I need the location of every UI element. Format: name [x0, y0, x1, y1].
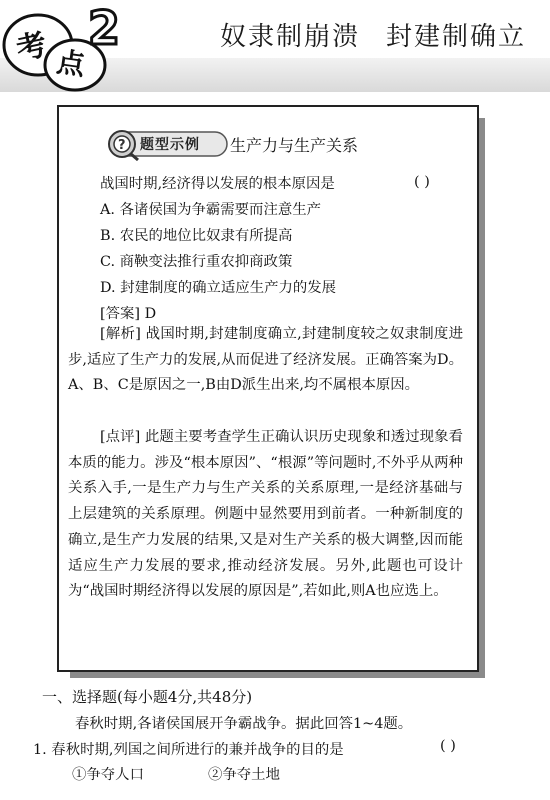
title-part-2: 封建制确立 — [386, 22, 527, 52]
badge-char-dian: 点 — [54, 45, 87, 82]
option-c: C. 商鞅变法推行重农抑商政策 — [100, 254, 293, 270]
option-d: D. 封建制度的确立适应生产力的发展 — [100, 280, 337, 296]
badge-char-kao: 考 — [13, 27, 51, 68]
comment-paragraph: [点评] 此题主要考查学生正确认识历史现象和透过现象看本质的能力。涉及“根本原因”、“根源”等问题时,不外乎从两种关系入手,一是生产力与生产关系的关系原理,一是经济基础与上层建筑的关系原理。例题中显然要用到前者。一种新制度的确立,是生产力发展的结果,又是对生产关系的极大调整,因而能适应生产力发展的要求,推动经济发展。另外,此题也可设计为“战国时期经济得以发展的原因是”,若如此,则A也应选上。 — [68, 429, 463, 600]
question-1-option-2: ②争夺土地 — [208, 767, 280, 783]
option-a: A. 各诸侯国为争霸需要而注意生产 — [100, 202, 322, 218]
option-b: B. 农民的地位比奴隶有所提高 — [100, 228, 293, 244]
question-1-option-1: ①争夺人口 — [72, 767, 144, 783]
svg-text:?: ? — [118, 138, 126, 153]
section-intro: 春秋时期,各诸侯国展开争霸战争。据此回答1~4题。 — [75, 716, 413, 732]
example-question: 战国时期,经济得以发展的根本原因是 — [100, 176, 335, 192]
page-title — [220, 16, 545, 56]
answer-line: [答案] D — [100, 306, 157, 322]
section-title: 一、选择题(每小题4分,共48分) — [42, 688, 253, 706]
badge-number: 2 — [88, 1, 121, 55]
title-part-1: 奴隶制崩溃 — [220, 22, 361, 52]
analysis-paragraph: [解析] 战国时期,封建制度确立,封建制度较之奴隶制度进步,适应了生产力的发展,从而促进了经济发展。正确答案为D。A、B、C是原因之一,B由D派生出来,均不属根本原因。 — [68, 326, 463, 394]
topic-badge — [0, 0, 150, 95]
question-1: 1. 春秋时期,列国之间所进行的兼并战争的目的是 — [33, 742, 344, 758]
page-header — [0, 0, 550, 95]
example-topic: 生产力与生产关系 — [230, 136, 359, 155]
question-1-blank: ( ) — [440, 738, 456, 754]
example-tag-label: 题型示例 — [140, 137, 200, 153]
example-answer-blank: ( ) — [414, 174, 430, 190]
